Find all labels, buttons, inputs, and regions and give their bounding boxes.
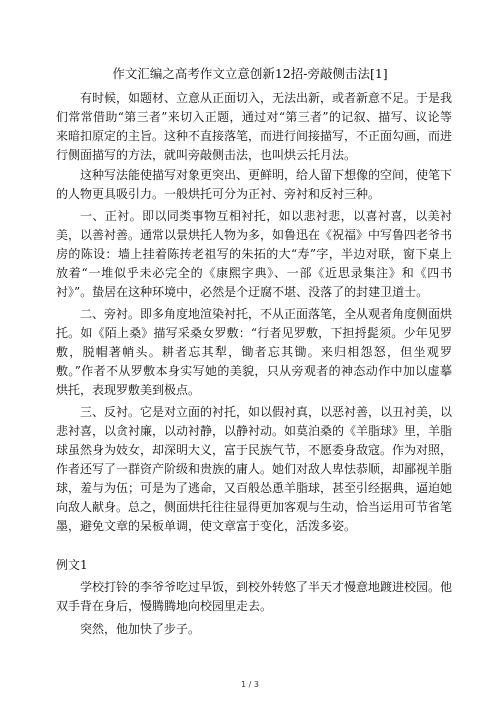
page-number: 1 / 3 xyxy=(241,680,259,689)
example-paragraph-1: 学校打铃的李爷爷吃过早饭，到校外转悠了半天才慢意地踱进校园。他双手背在身后，慢腾腾地向校园里走去。 xyxy=(56,580,453,613)
example-paragraph-2: 突然，他加快了步子。 xyxy=(80,622,201,636)
paragraph-reverse-contrast: 三、反衬。它是对立面的衬托，如以假衬真，以恶衬善，以丑衬美，以悲衬喜，以贪衬廉，以动衬静，以静衬动。如莫泊桑的《羊脂球》里，羊脂球虽然身为妓女，却深明大义，富于民族气节，不愿委身敌寇。作为对照，作者还写了一群资产阶级和贵族的庸人。她们对敌人卑怯恭顺，却鄙视羊脂球，羞与为伍；可是为了逃命，又百般怂恿羊脂球，甚至引经据典，逼迫她向敌人献身。总之，侧面烘托往往显得更加客观与生动，恰当运用可节省笔墨，避免文章的呆板单调，使文章富于变化，活泼多姿。 xyxy=(56,405,453,533)
paragraph-positive-contrast: 一、正衬。即以同类事物互相衬托，如以悲衬悲，以喜衬喜，以美衬美，以善衬善。通常以景烘托人物为多，如鲁迅在《祝福》中写鲁四老爷书房的陈设：墙上挂着陈抟老祖写的朱拓的大“寿”字，半边对联，窗下桌上放着“一堆似乎未必完全的《康熙字典》、一部《近思录集注》和《四书衬》”。蛰居在这种环境中，必然是个迂腐不堪、没落了的封建卫道士。 xyxy=(56,209,453,299)
paragraph-overview: 这种写法能使描写对象更突出、更鲜明，给人留下想像的空间，使笔下的人物更具吸引力。一般烘托可分为正衬、旁衬和反衬三种。 xyxy=(56,168,453,201)
document-title: 作文汇编之高考作文立意创新12招-旁敲侧击法[1] xyxy=(112,66,388,81)
example-heading: 例文1 xyxy=(56,558,88,572)
paragraph-side-contrast: 二、旁衬。即多角度地渲染衬托，不从正面落笔，全从观者角度侧面烘托。如《陌上桑》描写采桑女罗敷：“行者见罗敷，下担捋髭须。少年见罗敷，脱帽著帩头。耕者忘其犁，锄者忘其锄。来归相怨怒，但坐观罗敷。”作者不从罗敷本身实写她的美貌，只从旁观者的神态动作中加以虚摹烘托，表现罗敷美到极点。 xyxy=(56,307,453,397)
paragraph-intro: 有时候，如题材、立意从正面切入，无法出新，或者新意不足。于是我们常常借助“第三者”来切入正题，通过对“第三者”的记叙、描写、议论等来暗扣原定的主旨。这种不直接落笔，而进行间接描写，不正面勾画，而进行侧面描写的方法，就叫旁敲侧击法，也叫烘云托月法。 xyxy=(56,91,453,162)
